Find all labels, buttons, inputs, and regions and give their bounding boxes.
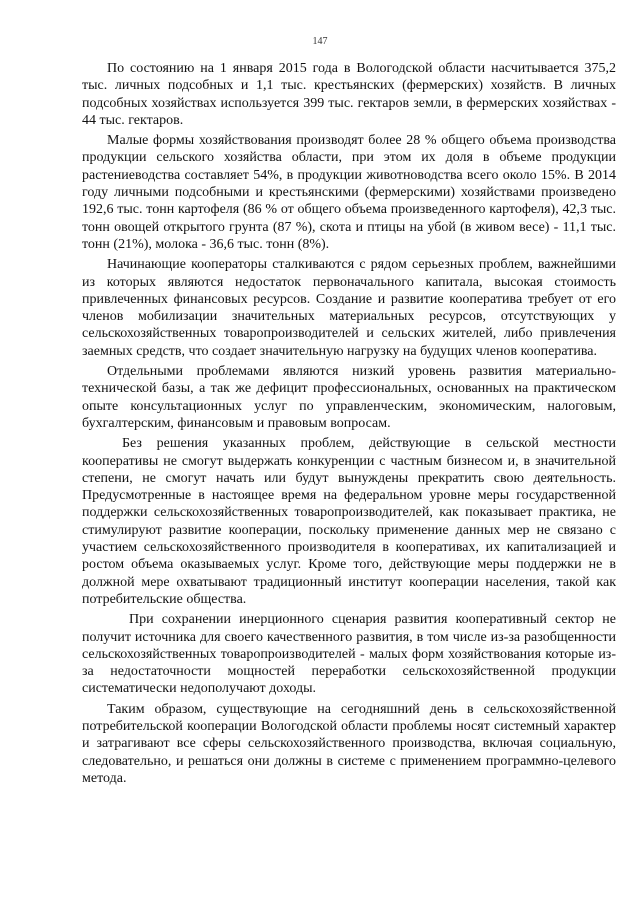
paragraph-cooperator-problems: Начинающие кооператоры сталкиваются с рядом серьезных проблем, важнейшими из которых являются недостаток первоначального капитала, высокая стоимость привлеченных финансовых ресурсов. Создание и развитие кооператива требует от его членов мобилизации значительных материальных ресурсов, отсутствующих у сельскохозяйственных товаропроизводителей и сельских жителей, либо привлечения заемных средств, что создает значительную нагрузку на будущих членов кооператива. <box>82 257 616 359</box>
paragraph-production-share: Малые формы хозяйствования производят более 28 % общего объема производства продукции сельского хозяйства области, при этом их доля в объеме продукции растениеводства составляет 54%, в продукции животноводства всего около 15%. В 2014 году личными подсобными и крестьянскими (фермерскими) хозяйствами произведено 192,6 тыс. тонн картофеля (86 % от общего объема произведенного картофеля), 42,3 тыс. тонн овощей открытого грунта (87 %), скота и птицы на убой (в живом весе) - 11,1 тыс. тонн (21%), молока - 36,6 тыс. тонн (8%). <box>82 133 616 252</box>
paragraph-competition: Без решения указанных проблем, действующие в сельской местности кооперативы не смогут выдержать конкуренции с частным бизнесом и, в значительной степени, не смогут начать или будут вынуждены прекратить свою деятельность. Предусмотренные в настоящее время на федеральном уровне меры государственной поддержки сельскохозяйственных товаропроизводителей, как показывает практика, не стимулируют развитие кооперации, поскольку применение данных мер не связано с участием сельскохозяйственного производителя в кооперативах, их капитализацией и ростом объема оказываемых услуг. Кроме того, действующие меры поддержки не в должной мере охватывают традиционный институт кооперации населения, такой как потребительские общества. <box>82 436 616 607</box>
document-body <box>82 60 616 787</box>
paragraph-households: По состоянию на 1 января 2015 года в Вологодской области насчитывается 375,2 тыс. личных подсобных и 1,1 тыс. крестьянских (фермерских) хозяйств. В личных подсобных хозяйствах используется 399 тыс. гектаров земли, в фермерских хозяйствах - 44 тыс. гектаров. <box>82 61 616 128</box>
page-number: 147 <box>312 36 328 47</box>
paragraph-inertial-scenario: При сохранении инерционного сценария развития кооперативный сектор не получит источника для своего качественного развития, в том числе из-за разобщенности сельскохозяйственных товаропроизводителей - малых форм хозяйствования которые из-за недостаточности мощностей переработки сельскохозяйственной продукции систематически недополучают доходы. <box>82 612 616 697</box>
paragraph-conclusion: Таким образом, существующие на сегодняшний день в сельскохозяйственной потребительской кооперации Вологодской области проблемы носят системный характер и затрагивают все сферы сельскохозяйственного производства, включая социальную, следовательно, и решаться они должны в системе с применением программно-целевого метода. <box>82 701 616 786</box>
paragraph-technical-base: Отдельными проблемами являются низкий уровень развития материально-технической базы, а так же дефицит профессиональных, основанных на практическом опыте консультационных услуг по управленческим, экономическим, налоговым, бухгалтерским, финансовым и правовым вопросам. <box>82 364 616 431</box>
